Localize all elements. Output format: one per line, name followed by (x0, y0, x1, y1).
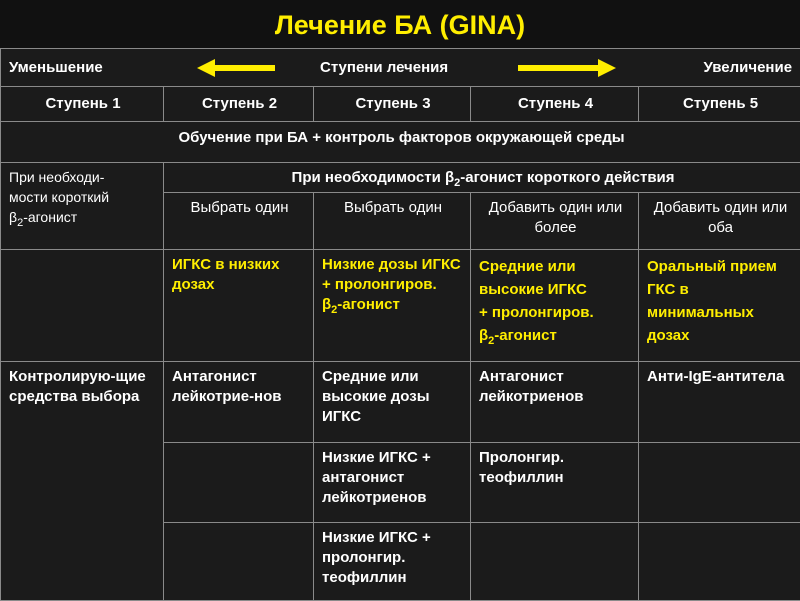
direction-row (1, 49, 800, 87)
choose-step4: Добавить один или более (471, 193, 639, 250)
controller3-step3: Низкие ИГКС + пролонгир. теофиллин (314, 523, 471, 601)
controller-label: Контролирую-щие средства выбора (1, 362, 164, 601)
step1-reliever: При необходи- мости короткий $\beta_2$-агонист (1, 163, 164, 250)
reliever-row (1, 163, 800, 193)
increase-label: Увеличение (704, 58, 793, 78)
controller3-step4-empty (471, 523, 639, 601)
preferred-row (1, 250, 800, 362)
step-header-1: Ступень 1 (1, 87, 164, 122)
choose-step2: Выбрать один (164, 193, 314, 250)
decrease-label: Уменьшение (9, 58, 179, 78)
steps-label: Ступени лечения (320, 58, 500, 78)
controller-step4: Антагонист лейкотриенов (471, 362, 639, 443)
controller-step5: Анти-IgE-антитела (639, 362, 800, 443)
preferred-step4: Средние или высокие ИГКС + пролонгиров. $\beta_2$-агонист (471, 250, 639, 362)
choose-step3: Выбрать один (314, 193, 471, 250)
preferred-step5: Оральный прием ГКС в минимальных дозах (639, 250, 800, 362)
controller3-step2-empty (164, 523, 314, 601)
step-header-4: Ступень 4 (471, 87, 639, 122)
step-header-3: Ступень 3 (314, 87, 471, 122)
controller2-step2-empty (164, 443, 314, 523)
preferred-step2: ИГКС в низких дозах (164, 250, 314, 362)
controller2-step3: Низкие ИГКС + антагонист лейкотриенов (314, 443, 471, 523)
controller2-step5-empty (639, 443, 800, 523)
saba-text: При необходимости $\beta_2$-агонист короткого действия (164, 163, 800, 193)
controller-row-1 (1, 362, 800, 443)
controller3-step5-empty (639, 523, 800, 601)
step-header-2: Ступень 2 (164, 87, 314, 122)
arrow-right-icon (518, 59, 616, 77)
step-header-row (1, 87, 800, 122)
treatment-steps-table (0, 48, 800, 601)
step-header-5: Ступень 5 (639, 87, 800, 122)
preferred-step1-empty (1, 250, 164, 362)
education-row (1, 122, 800, 163)
preferred-step3: Низкие дозы ИГКС + пролонгиров. $\beta_2$-агонист (314, 250, 471, 362)
controller-step3: Средние или высокие дозы ИГКС (314, 362, 471, 443)
arrow-left-icon (197, 59, 275, 77)
controller-step2: Антагонист лейкотрие-нов (164, 362, 314, 443)
choose-step5: Добавить один или оба (639, 193, 800, 250)
page-title: Лечение БА (GINA) (0, 0, 800, 48)
controller2-step4: Пролонгир. теофиллин (471, 443, 639, 523)
education-text: Обучение при БА + контроль факторов окружающей среды (1, 122, 800, 163)
